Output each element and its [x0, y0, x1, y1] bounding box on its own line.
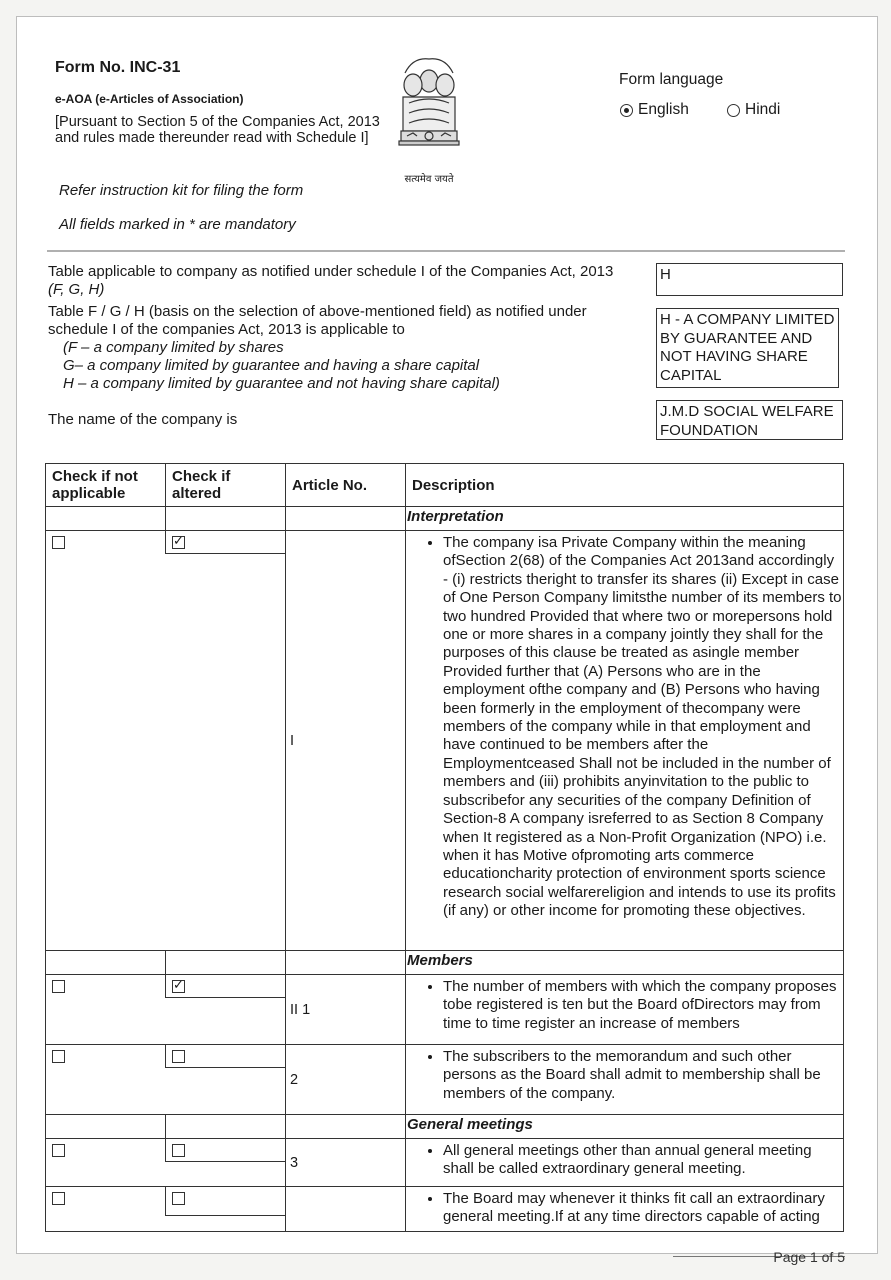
language-option-english[interactable] — [620, 101, 689, 119]
section-row — [46, 951, 844, 975]
english-radio[interactable] — [620, 104, 633, 117]
article-description: • The number of members with which the company proposes tobe registered is ten but the Board ofDirectors may from time to time register an increase of members — [406, 975, 844, 1045]
form-language-label: Form language — [619, 71, 724, 88]
section-row — [46, 507, 844, 531]
form-number: Form No. INC-31 — [55, 59, 181, 76]
section-members: Members — [406, 951, 844, 975]
form-name: e-AOA (e-Articles of Association) — [55, 92, 244, 106]
instruction-kit-note: Refer instruction kit for filing the form — [59, 182, 304, 199]
english-label: English — [638, 101, 689, 118]
header-not-applicable: Check if not applicable — [46, 464, 166, 507]
table-applicable-field[interactable]: H — [656, 263, 843, 296]
section-general-meetings: General meetings — [406, 1115, 844, 1139]
table-row — [46, 531, 844, 554]
pursuant-text: [Pursuant to Section 5 of the Companies Act, 2013 and rules made thereunder read with Schedule I] — [55, 114, 380, 146]
emblem-motto: सत्यमेव जयते — [404, 174, 454, 185]
table-row — [46, 975, 844, 998]
altered-checkbox[interactable] — [172, 980, 185, 993]
hindi-radio[interactable] — [727, 104, 740, 117]
company-name-label: The name of the company is — [48, 411, 238, 428]
table-row — [46, 1045, 844, 1068]
table-applicable-label: Table applicable to company as notified under schedule I of the Companies Act, 2013 (F, G, H) — [48, 263, 614, 298]
altered-checkbox[interactable] — [172, 1144, 185, 1157]
page-number: Page 1 of 5 — [773, 1249, 845, 1265]
basis-applicable-field[interactable]: H - A COMPANY LIMITED BY GUARANTEE AND NOT HAVING SHARE CAPITAL — [656, 308, 839, 388]
section-interpretation: Interpretation — [406, 507, 844, 531]
article-number — [286, 1187, 406, 1232]
hindi-label: Hindi — [745, 101, 781, 118]
not-applicable-checkbox[interactable] — [52, 1192, 65, 1205]
basis-label: Table F / G / H (basis on the selection of above-mentioned field) as notified under schedule I of the companies Act, 2013 is applicable to (F – a company limited by shares G– a company limited by guarantee and having a share capital H – a company limited by guarantee and not having share capital) — [48, 303, 587, 392]
table-row — [46, 1187, 844, 1216]
not-applicable-checkbox[interactable] — [52, 1050, 65, 1063]
section-row — [46, 1115, 844, 1139]
article-number: I — [286, 531, 406, 951]
article-description: • The company isa Private Company within the meaning ofSection 2(68) of the Companies Act 2013and accordingly - (i) restricts theright to transfer its shares (ii) Except in case of One Person Company limitsthe number of its members to two hundred Provided that where two or morepersons hold one or more shares in a company jointly they shall for the purposes of this clause be treated as asingle member Provided further that (A) Persons who are in the employment ofthe company and (B) Persons who having been formerly in the employment of thecompany were members of the company while in that employment and have continued to be members after the Employmentceased Shall not be included in the number of members and (iii) prohibits anyinvitation to the public to subscribefor any securities of the company Definition of Section-8 A company isreferred to as Section 8 Company when It registered as a Non-Profit Organization (NPO) i.e. when it has Motive ofpromoting arts commerce educationcharity protection of environment sports science research social welfarereligion and intends to use its profits (if any) or other income for promoting these objectives. — [406, 531, 844, 951]
article-description: • The subscribers to the memorandum and such other persons as the Board shall admit to membership shall be members of the company. — [406, 1045, 844, 1115]
article-number: 2 — [286, 1045, 406, 1115]
company-name-field[interactable]: J.M.D SOCIAL WELFARE FOUNDATION — [656, 400, 843, 440]
not-applicable-checkbox[interactable] — [52, 536, 65, 549]
article-description: • All general meetings other than annual general meeting shall be called extraordinary general meeting. — [406, 1139, 844, 1187]
table-row — [46, 1139, 844, 1162]
article-number: 3 — [286, 1139, 406, 1187]
mandatory-note: All fields marked in * are mandatory — [59, 216, 296, 233]
table-header-row — [46, 464, 844, 507]
header-article-no: Article No. — [286, 464, 406, 507]
form-page — [16, 16, 878, 1254]
altered-checkbox[interactable] — [172, 536, 185, 549]
altered-checkbox[interactable] — [172, 1192, 185, 1205]
article-description: • The Board may whenever it thinks fit call an extraordinary general meeting.If at any time directors capable of acting — [406, 1187, 844, 1232]
header-description: Description — [406, 464, 844, 507]
state-emblem-icon — [389, 53, 469, 185]
articles-table — [45, 463, 844, 1232]
not-applicable-checkbox[interactable] — [52, 980, 65, 993]
article-number: II 1 — [286, 975, 406, 1045]
altered-checkbox[interactable] — [172, 1050, 185, 1063]
header-altered: Check if altered — [166, 464, 286, 507]
language-option-hindi[interactable] — [727, 101, 780, 119]
not-applicable-checkbox[interactable] — [52, 1144, 65, 1157]
header-divider — [47, 250, 845, 252]
